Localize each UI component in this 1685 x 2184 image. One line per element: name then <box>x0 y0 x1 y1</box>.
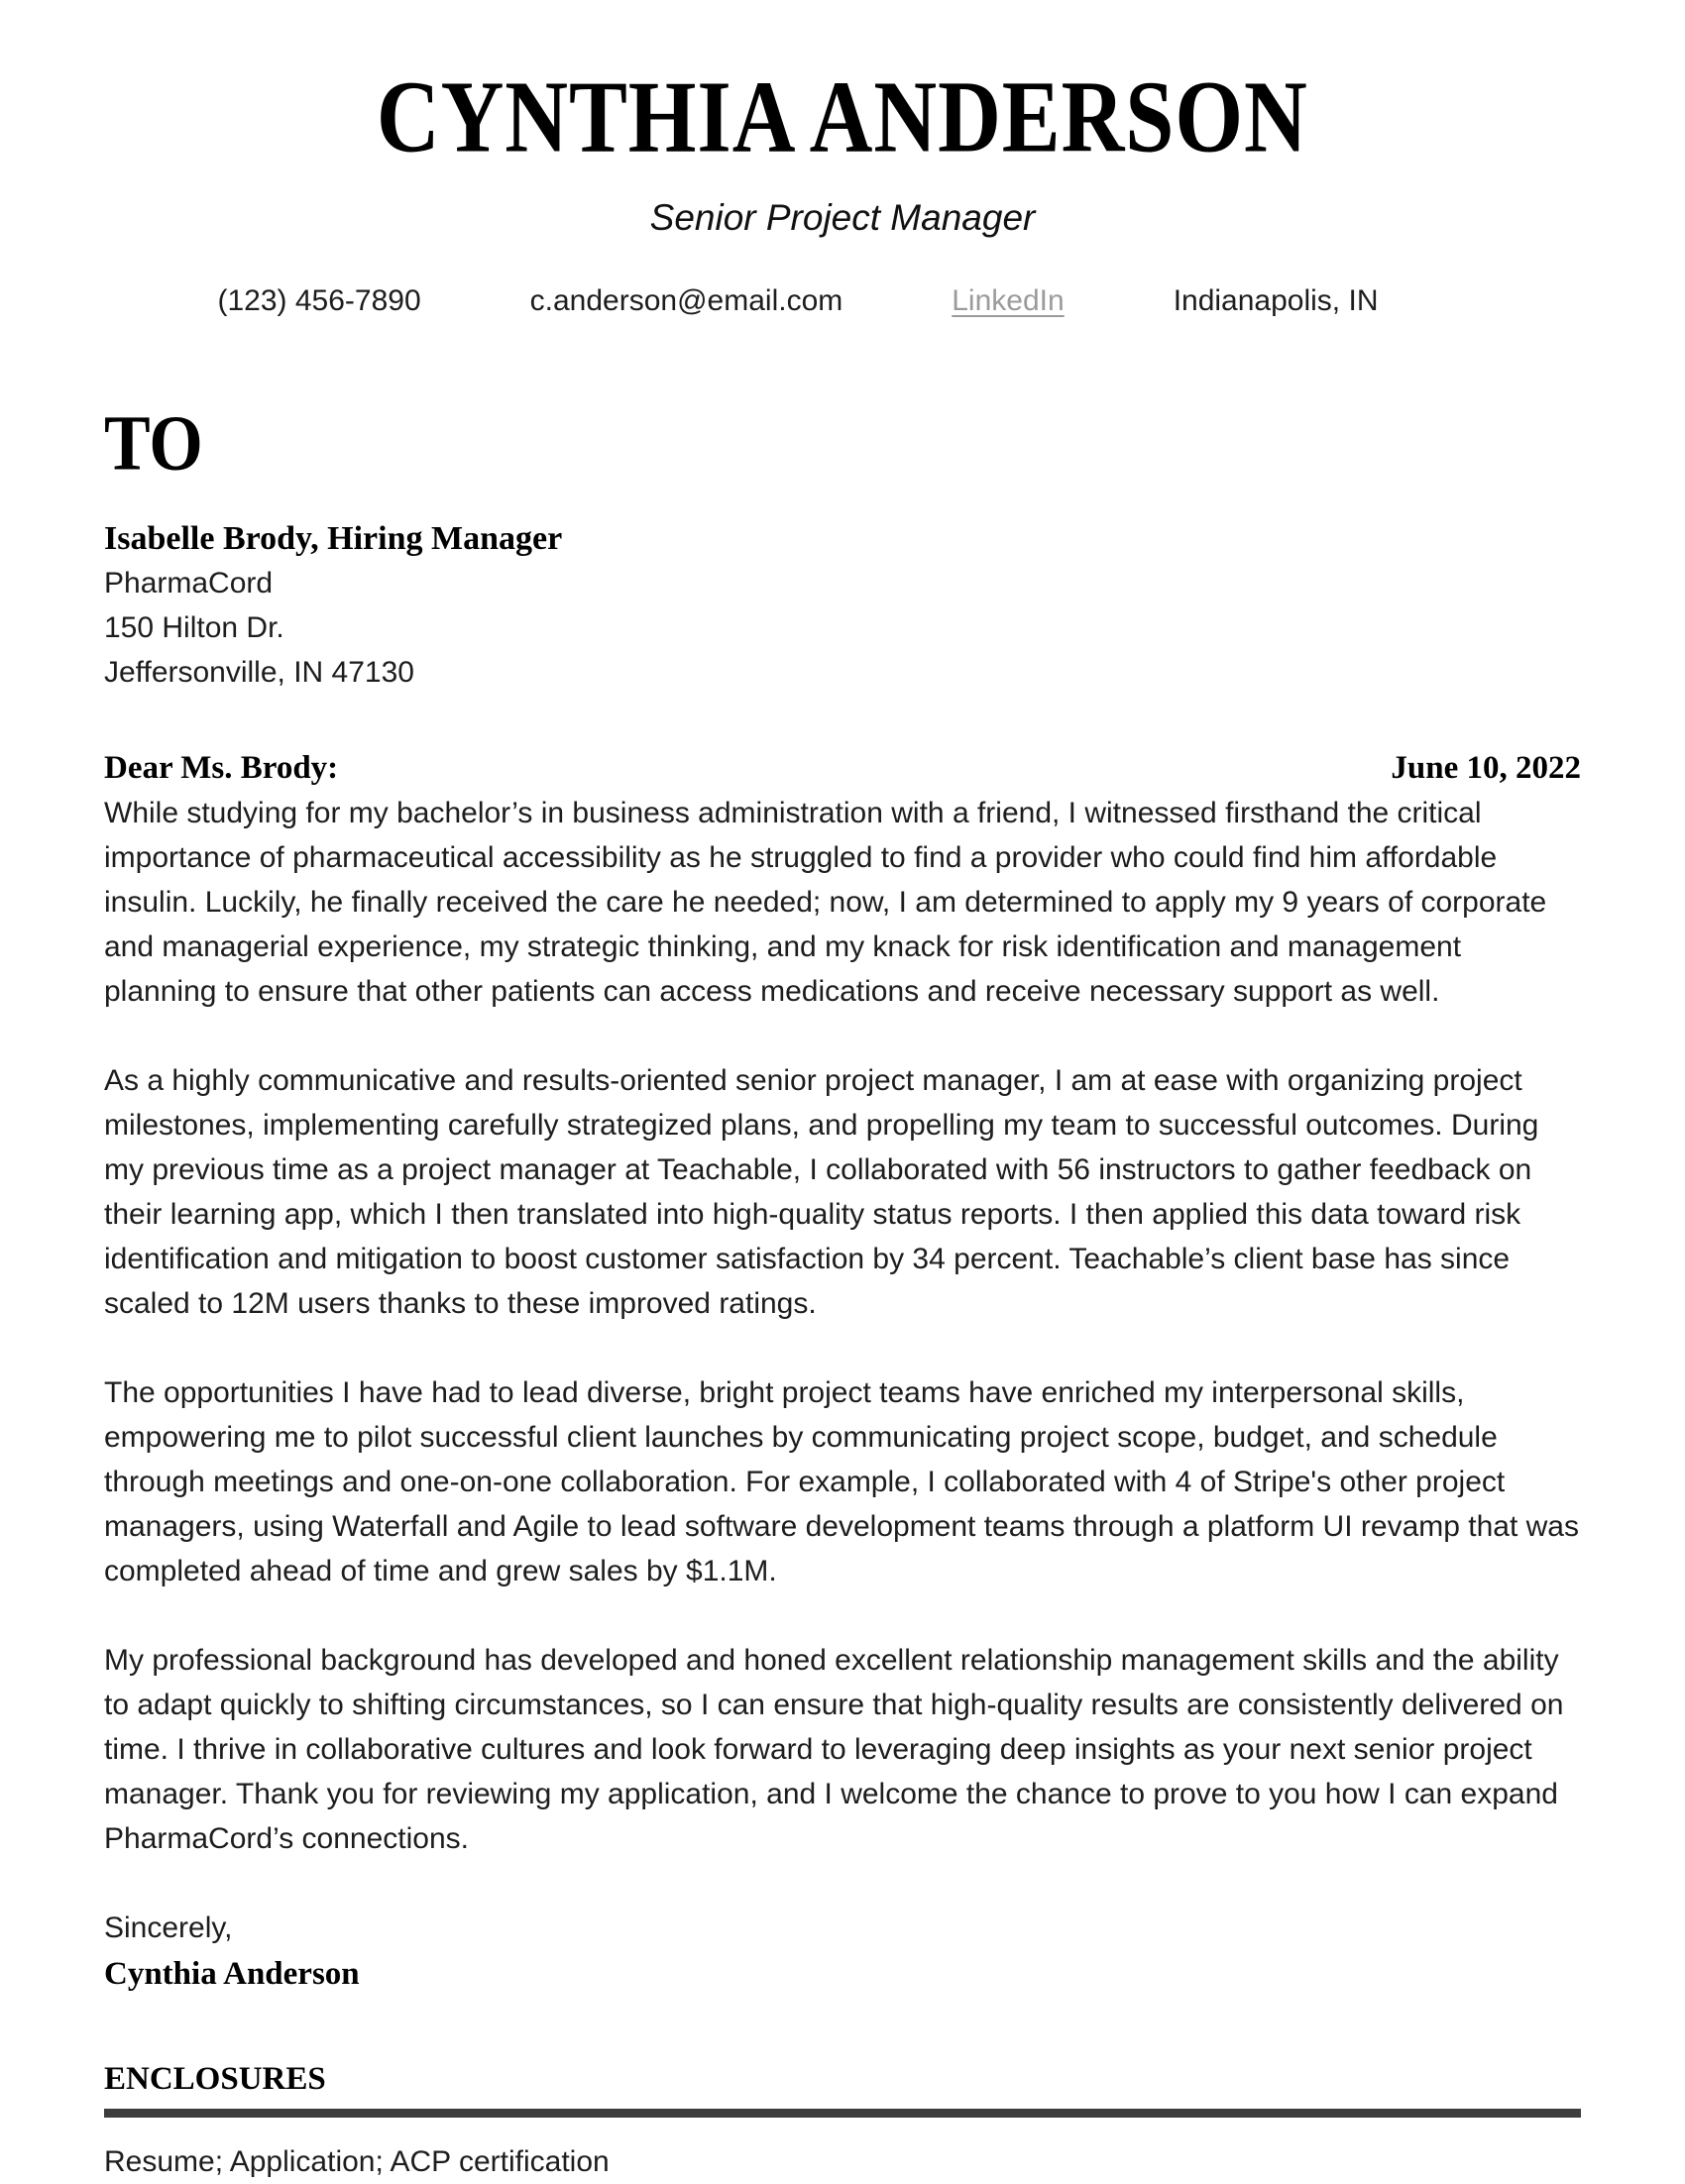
salutation: Dear Ms. Brody: <box>104 749 339 786</box>
applicant-job-title: Senior Project Manager <box>649 196 1036 238</box>
signature-name: Cynthia Anderson <box>104 1955 360 1992</box>
recipient-block <box>104 318 1581 695</box>
to-heading: TO <box>104 398 203 487</box>
recipient-company: PharmaCord <box>104 566 274 600</box>
closing: Sincerely, <box>104 1911 233 1944</box>
contact-location: Indianapolis, IN <box>1173 283 1379 317</box>
enclosures-divider <box>104 2109 1581 2118</box>
letter-header <box>104 58 1581 318</box>
contact-row <box>59 284 1536 318</box>
linkedin-link[interactable]: LinkedIn <box>952 283 1065 317</box>
enclosures-heading: ENCLOSURES <box>104 2060 326 2097</box>
letter-date: June 10, 2022 <box>1391 749 1581 786</box>
letter-paragraph: As a highly communicative and results-oriented senior project manager, I am at ease with organizing project milestones, implementing carefully strategized plans, and propelling my team to successful outcomes. During my previous time as a project manager at Teachable, I collaborated with 56 instructors to gather feedback on their learning app, which I then translated into high-quality status reports. I then applied this data toward risk identification and mitigation to boost customer satisfaction by 34 percent. Teachable’s client base has since scaled to 12M users thanks to these improved ratings. <box>104 1063 1539 1320</box>
contact-email: c.anderson@email.com <box>529 283 843 317</box>
recipient-name: Isabelle Brody, Hiring Manager <box>104 519 563 557</box>
letter-body <box>104 791 1581 1861</box>
recipient-city: Jeffersonville, IN 47130 <box>104 655 414 689</box>
applicant-name-wrap <box>104 58 1581 174</box>
letter-paragraph: While studying for my bachelor’s in business administration with a friend, I witnessed firsthand the critical importance of pharmaceutical accessibility as he struggled to find a provider who could find him affordable insulin. Luckily, he finally received the care he needed; now, I am determined to apply my 9 years of corporate and managerial experience, my strategic thinking, and my knack for risk identification and management planning to ensure that other patients can access medications and receive necessary support as well. <box>104 796 1547 1008</box>
letter-paragraph: The opportunities I have had to lead diverse, bright project teams have enriched my interpersonal skills, empowering me to pilot successful client launches by communicating project scope, budget, and schedule through meetings and one-on-one collaboration. For example, I collaborated with 4 of Stripe's other project managers, using Waterfall and Agile to lead software development teams through a platform UI revamp that was completed ahead of time and grew sales by $1.1M. <box>104 1375 1579 1587</box>
contact-phone: (123) 456-7890 <box>217 283 421 317</box>
letter-paragraph: My professional background has developed and honed excellent relationship management skills and the ability to adapt quickly to shifting circumstances, so I can ensure that high-quality results are consistently delivered on time. I thrive in collaborative cultures and look forward to leveraging deep insights as your next senior project manager. Thank you for reviewing my application, and I welcome the chance to prove to you how I can expand PharmaCord’s connections. <box>104 1643 1564 1855</box>
applicant-name: CYNTHIA ANDERSON <box>377 58 1308 174</box>
enclosures-items: Resume; Application; ACP certification <box>104 2144 610 2178</box>
recipient-street: 150 Hilton Dr. <box>104 610 284 644</box>
salutation-row <box>104 746 1581 791</box>
